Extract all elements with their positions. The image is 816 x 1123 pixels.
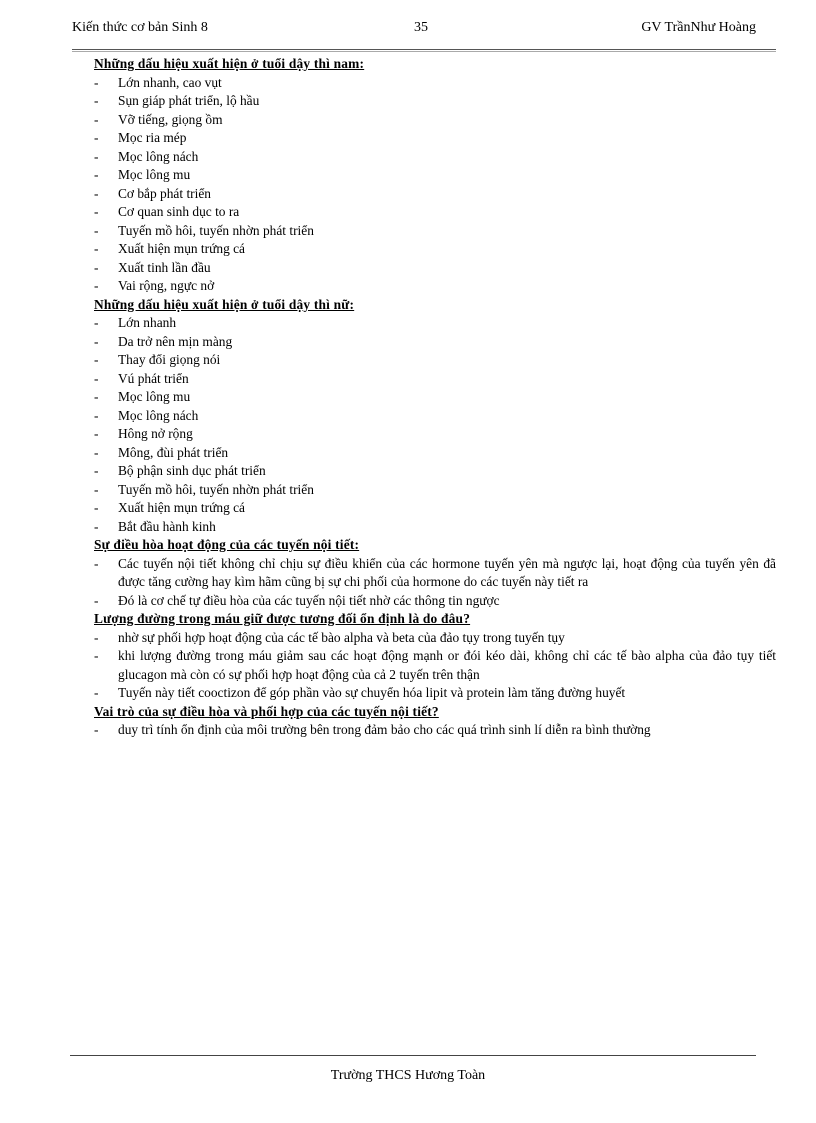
- bullet-dash: -: [94, 444, 99, 460]
- bullet-dash: -: [94, 185, 99, 201]
- list-item: - Bộ phận sinh dục phát triển: [94, 462, 776, 481]
- bullet-dash: -: [94, 389, 99, 404]
- list-item: - Xuất hiện mụn trứng cá: [94, 499, 776, 518]
- bullet-dash: -: [94, 500, 99, 515]
- list-item: - khi lượng đường trong máu giảm sau các hoạt động mạnh or đói kéo dài, không chỉ các tế bào alpha của đảo tụy tiết glucagon mà còn có sự phối hợp hoạt động của cả 2 tuyến trên thận: [94, 648, 776, 682]
- bullet-dash: -: [94, 722, 99, 737]
- list-item: - duy trì tính ổn định của môi trường bên trong đảm bảo cho các quá trình sinh lí diễn ra bình thường: [94, 721, 776, 740]
- bullet-dash: -: [94, 592, 99, 608]
- bullet-dash: -: [94, 93, 99, 108]
- section-heading-male: Những dấu hiệu xuất hiện ở tuổi dậy thì nam:: [94, 56, 365, 71]
- page-header: [72, 20, 756, 42]
- list-item: - Vú phát triển: [94, 370, 776, 389]
- bullet-dash: -: [94, 259, 99, 275]
- bullet-dash: -: [94, 426, 99, 441]
- list-item: - Tuyến mồ hôi, tuyến nhờn phát triển: [94, 481, 776, 500]
- list-item: - Tuyến này tiết cooctizon để góp phần vào sự chuyển hóa lipit và protein làm tăng đường huyết: [94, 684, 776, 703]
- list-item: - Đó là cơ chế tự điều hòa của các tuyến nội tiết nhờ các thông tin ngược: [94, 592, 776, 611]
- section-heading-blood-sugar: Lượng đường trong máu giữ được tương đối ổn định là do đâu?: [94, 611, 471, 626]
- bullet-dash: -: [94, 555, 99, 571]
- bullet-dash: -: [94, 481, 99, 497]
- bullet-dash: -: [94, 352, 99, 367]
- page-number: 35: [414, 20, 428, 35]
- list-item: - Mọc lông mu: [94, 166, 776, 185]
- page-footer: Trường THCS Hương Toàn: [330, 1068, 486, 1083]
- bullet-dash: -: [94, 648, 99, 663]
- bullet-dash: -: [94, 370, 99, 386]
- list-item: - Các tuyến nội tiết không chỉ chịu sự điều khiển của các hormone tuyến yên mà ngược lại, hoạt động của tuyến yên đã được tăng cường hay kìm hãm cũng bị sự chi phối của hormone do các tuyến này tiết ra: [94, 555, 776, 589]
- bullet-dash: -: [94, 278, 99, 293]
- list-item: - Cơ quan sinh dục to ra: [94, 203, 776, 222]
- header-divider: [72, 49, 776, 52]
- bullet-dash: -: [94, 111, 99, 127]
- list-item: - Vỡ tiếng, giọng ồm: [94, 111, 776, 130]
- bullet-dash: -: [94, 74, 99, 90]
- list-item: - Mọc ria mép: [94, 129, 776, 148]
- list-item: - Hông nở rộng: [94, 425, 776, 444]
- bullet-dash: -: [94, 463, 99, 478]
- list-item: - Mông, đùi phát triển: [94, 444, 776, 463]
- header-teacher: GV TrầnNhư Hoàng: [641, 20, 756, 35]
- bullet-dash: -: [94, 148, 99, 164]
- section-heading-role: Vai trò của sự điều hòa và phối hợp của các tuyến nội tiết?: [94, 703, 439, 719]
- bullet-dash: -: [94, 222, 99, 238]
- bullet-dash: -: [94, 130, 99, 145]
- header-subject: Kiến thức cơ bản Sinh 8: [72, 20, 208, 35]
- document-body: [94, 55, 776, 740]
- footer-divider: [70, 1055, 756, 1056]
- section-heading-regulation: Sự điều hòa hoạt động của các tuyến nội tiết:: [94, 537, 360, 552]
- list-item: - Da trở nên mịn màng: [94, 333, 776, 352]
- bullet-dash: -: [94, 333, 99, 349]
- bullet-dash: -: [94, 407, 99, 423]
- list-item: - Lớn nhanh, cao vụt: [94, 74, 776, 93]
- list-item: - Xuất hiện mụn trứng cá: [94, 240, 776, 259]
- list-item: - Mọc lông nách: [94, 148, 776, 167]
- section-heading-female: Những dấu hiệu xuất hiện ở tuổi dậy thì nữ:: [94, 296, 355, 312]
- list-item: - Vai rộng, ngực nở: [94, 277, 776, 296]
- list-item: - Xuất tinh lần đầu: [94, 259, 776, 278]
- bullet-dash: -: [94, 629, 99, 645]
- list-item: - Mọc lông mu: [94, 388, 776, 407]
- bullet-dash: -: [94, 167, 99, 182]
- bullet-dash: -: [94, 518, 99, 534]
- list-item: - Cơ bắp phát triển: [94, 185, 776, 204]
- list-item: - Lớn nhanh: [94, 314, 776, 333]
- list-item: - nhờ sự phối hợp hoạt động của các tế bào alpha và beta của đảo tụy trong tuyến tụy: [94, 629, 776, 648]
- list-item: - Tuyến mồ hôi, tuyến nhờn phát triển: [94, 222, 776, 241]
- bullet-dash: -: [94, 241, 99, 256]
- list-item: - Mọc lông nách: [94, 407, 776, 426]
- bullet-dash: -: [94, 685, 99, 700]
- list-item: - Sụn giáp phát triển, lộ hầu: [94, 92, 776, 111]
- list-item: - Bắt đầu hành kinh: [94, 518, 776, 537]
- bullet-dash: -: [94, 204, 99, 219]
- list-item: - Thay đổi giọng nói: [94, 351, 776, 370]
- bullet-dash: -: [94, 315, 99, 330]
